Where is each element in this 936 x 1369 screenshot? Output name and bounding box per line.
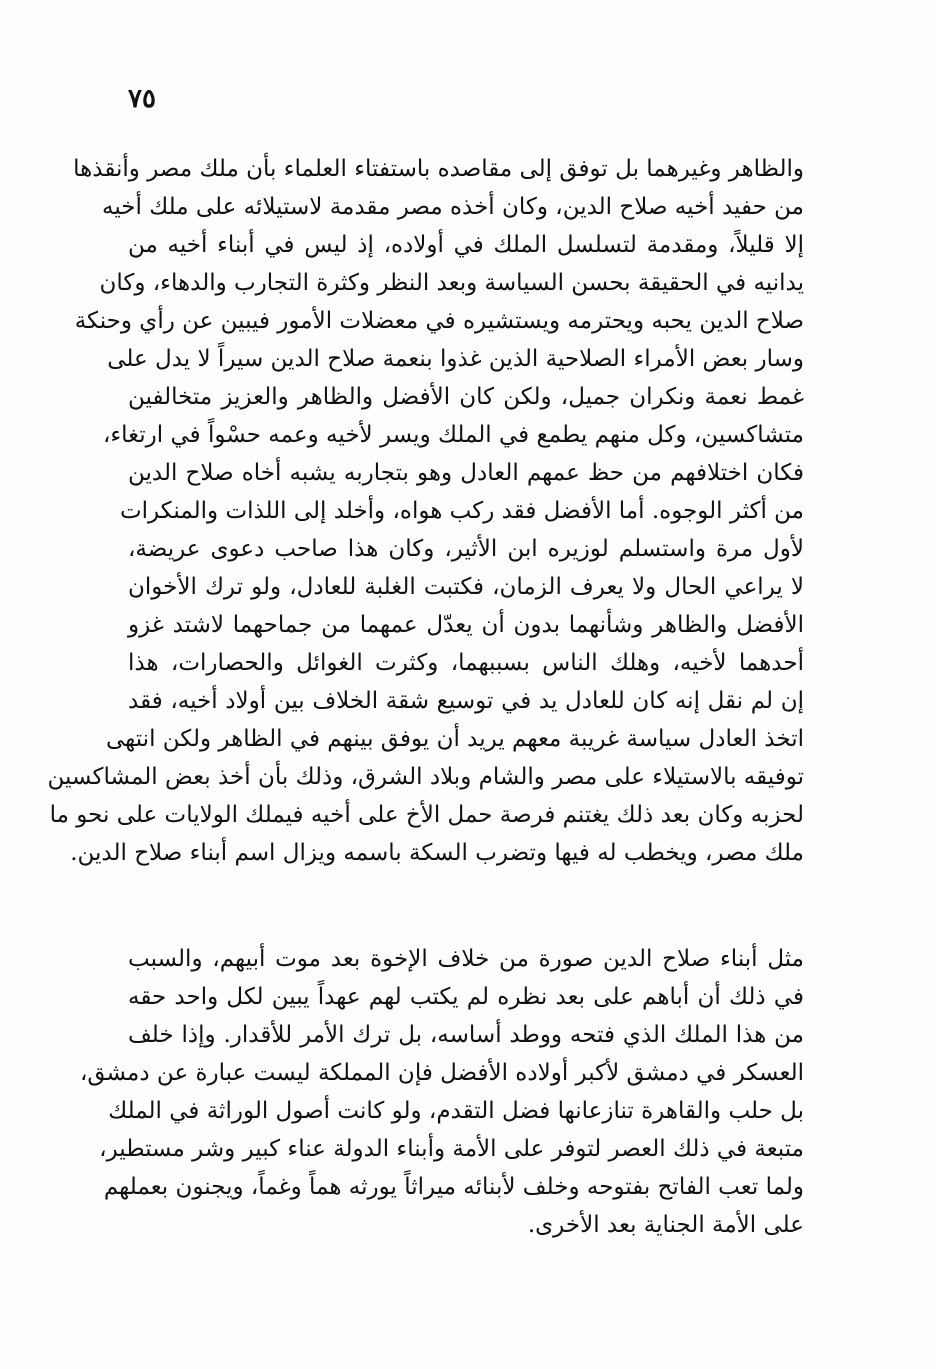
- text-line: مثل أبناء صلاح الدين صورة من خلاف الإخوة بعد موت أبيهم، والسبب: [128, 946, 804, 972]
- text-line: وسار بعض الأمراء الصلاحية الذين غذوا بنعمة صلاح الدين سيراً لا يدل على: [107, 346, 804, 372]
- text-line: ولما تعب الفاتح بفتوحه وخلف لأبنائه ميراثاً يورثه هماً وغماً، ويجنون بعملهم: [103, 1174, 804, 1200]
- page-number: ٧٥: [128, 84, 156, 114]
- text-line: لأول مرة واستسلم لوزيره ابن الأثير، وكان هذا صاحب دعوى عريضة،: [128, 536, 804, 562]
- text-line: توفيقه بالاستيلاء على مصر والشام وبلاد الشرق، وذلك بأن أخذ بعض المشاكسين: [47, 764, 804, 790]
- text-line: ملك مصر، ويخطب له فيها وتضرب السكة باسمه ويزال اسم أبناء صلاح الدين.: [70, 840, 804, 866]
- text-line: على الأمة الجناية بعد الأخرى.: [527, 1212, 804, 1238]
- text-line: اتخذ العادل سياسة غريبة معهم يريد أن يوفق بينهم في الظاهر ولكن انتهى: [105, 726, 804, 752]
- text-line: فكان اختلافهم من حظ عمهم العادل وهو بتجاربه يشبه أخاه صلاح الدين: [128, 460, 804, 486]
- text-line: العسكر في دمشق لأكبر أولاده الأفضل فإن المملكة ليست عبارة عن دمشق،: [79, 1060, 804, 1086]
- text-line: من حفيد أخيه صلاح الدين، وكان أخذه مصر مقدمة لاستيلائه على ملك أخيه: [102, 194, 804, 220]
- text-line: في ذلك أن أباهم على بعد نظره لم يكتب لهم عهداً يبين لكل واحد حقه: [128, 984, 804, 1010]
- text-line: من هذا الملك الذي فتحه ووطد أساسه، بل ترك الأمر للأقدار. وإذا خلف: [128, 1022, 804, 1048]
- text-line: إلا قليلاً، ومقدمة لتسلسل الملك في أولاده، إذ ليس في أبناء أخيه من: [128, 232, 804, 258]
- text-line: صلاح الدين يحبه ويحترمه ويستشيره في معضلات الأمور فيبين عن رأي وحنكة: [74, 308, 804, 334]
- text-line: والظاهر وغيرهما بل توفق إلى مقاصده باستفتاء العلماء بأن ملك مصر وأنقذها: [73, 156, 804, 182]
- text-line: لحزبه وكان بعد ذلك يغتنم فرصة حمل الأخ على أخيه فيملك الولايات على نحو ما: [49, 802, 804, 828]
- text-line: بل حلب والقاهرة تنازعانها فضل التقدم، ولو كانت أصول الوراثة في الملك: [108, 1098, 804, 1124]
- text-line: إن لم نقل إنه كان للعادل يد في توسيع شقة الخلاف بين أولاد أخيه، فقد: [128, 688, 804, 714]
- text-line: من أكثر الوجوه. أما الأفضل فقد ركب هواه، وأخلد إلى اللذات والمنكرات: [119, 498, 804, 524]
- text-line: أحدهما لأخيه، وهلك الناس بسببهما، وكثرت الغوائل والحصارات، هذا: [128, 650, 804, 676]
- paragraph-2: [79, 940, 804, 1244]
- text-line: متشاكسين، وكل منهم يطمع في الملك ويسر لأخيه وعمه حسْواً في ارتغاء،: [102, 422, 804, 448]
- text-line: لا يراعي الحال ولا يعرف الزمان، فكتبت الغلبة للعادل، ولو ترك الأخوان: [128, 574, 804, 600]
- text-line: متبعة في ذلك العصر لتوفر على الأمة وأبناء الدولة عناء كبير وشر مستطير،: [99, 1136, 804, 1162]
- paragraph-1: [47, 150, 804, 872]
- text-line: الأفضل والظاهر وشأنهما بدون أن يعدّل عمهما من جماحهما لاشتد غزو: [128, 612, 804, 638]
- text-line: غمط نعمة ونكران جميل، ولكن كان الأفضل والظاهر والعزيز متخالفين: [128, 384, 804, 410]
- text-line: يدانيه في الحقيقة بحسن السياسة وبعد النظر وكثرة التجارب والدهاء، وكان: [99, 270, 804, 296]
